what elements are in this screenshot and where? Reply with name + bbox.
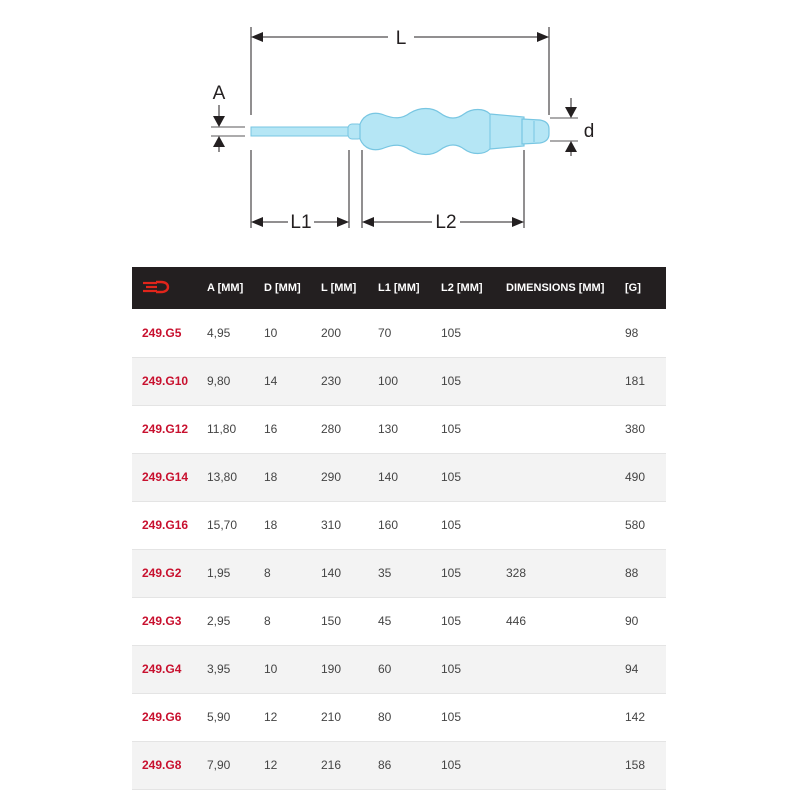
a-value: 9,80 xyxy=(197,357,254,405)
l1-value: 35 xyxy=(368,549,431,597)
weight-value: 142 xyxy=(615,693,666,741)
l-value: 290 xyxy=(311,453,368,501)
l1-value: 86 xyxy=(368,741,431,789)
l2-value: 105 xyxy=(431,453,496,501)
table-row xyxy=(132,693,666,741)
column-header-weight: [G] xyxy=(625,282,641,294)
d-value: 10 xyxy=(254,645,311,693)
table-row xyxy=(132,357,666,405)
l2-value: 105 xyxy=(431,357,496,405)
l1-value: 140 xyxy=(368,453,431,501)
l-value: 140 xyxy=(311,549,368,597)
l2-value: 105 xyxy=(431,645,496,693)
l2-value: 105 xyxy=(431,693,496,741)
l-value: 280 xyxy=(311,405,368,453)
dimension-l1-label: L1 xyxy=(290,212,312,233)
weight-value: 490 xyxy=(615,453,666,501)
dimensions-value: 328 xyxy=(496,549,615,597)
l1-value: 60 xyxy=(368,645,431,693)
l-value: 230 xyxy=(311,357,368,405)
table-row xyxy=(132,501,666,549)
d-value: 16 xyxy=(254,405,311,453)
dimensions-value xyxy=(496,453,615,501)
a-value: 3,95 xyxy=(197,645,254,693)
dimension-l2 xyxy=(362,150,524,233)
d-value: 12 xyxy=(254,693,311,741)
d-value: 18 xyxy=(254,501,311,549)
l1-value: 160 xyxy=(368,501,431,549)
weight-value: 158 xyxy=(615,741,666,789)
column-header-l2: L2 [MM] xyxy=(441,282,483,294)
dimensions-value xyxy=(496,309,615,357)
table-row xyxy=(132,741,666,789)
dimension-a xyxy=(211,83,245,152)
dimension-a-label: A xyxy=(212,83,226,104)
dimensions-value: 446 xyxy=(496,597,615,645)
d-value: 8 xyxy=(254,597,311,645)
table-row xyxy=(132,453,666,501)
d-value: 8 xyxy=(254,549,311,597)
column-header-dimensions: DIMENSIONS [MM] xyxy=(506,282,605,294)
dimension-l2-label: L2 xyxy=(435,212,457,233)
weight-value: 380 xyxy=(615,405,666,453)
dimensions-value xyxy=(496,693,615,741)
a-value: 15,70 xyxy=(197,501,254,549)
weight-value: 94 xyxy=(615,645,666,693)
l-value: 190 xyxy=(311,645,368,693)
column-header-a: A [MM] xyxy=(207,282,244,294)
weight-value: 98 xyxy=(615,309,666,357)
column-header-l1: L1 [MM] xyxy=(378,282,420,294)
l2-value: 105 xyxy=(431,309,496,357)
specification-table xyxy=(132,267,666,790)
product-reference[interactable]: 249.G10 xyxy=(132,357,197,405)
weight-value: 181 xyxy=(615,357,666,405)
l1-value: 80 xyxy=(368,693,431,741)
product-reference[interactable]: 249.G8 xyxy=(132,741,197,789)
header-logo-cell xyxy=(132,267,197,309)
table-row xyxy=(132,549,666,597)
l2-value: 105 xyxy=(431,549,496,597)
dimensions-value xyxy=(496,645,615,693)
weight-value: 90 xyxy=(615,597,666,645)
dimension-l1 xyxy=(251,150,349,233)
dimension-l-label: L xyxy=(395,28,407,49)
a-value: 11,80 xyxy=(197,405,254,453)
l1-value: 70 xyxy=(368,309,431,357)
table-row xyxy=(132,405,666,453)
l2-value: 105 xyxy=(431,741,496,789)
weight-value: 580 xyxy=(615,501,666,549)
l1-value: 130 xyxy=(368,405,431,453)
product-reference[interactable]: 249.G5 xyxy=(132,309,197,357)
weight-value: 88 xyxy=(615,549,666,597)
product-reference[interactable]: 249.G16 xyxy=(132,501,197,549)
product-reference[interactable]: 249.G2 xyxy=(132,549,197,597)
table-row xyxy=(132,309,666,357)
l-value: 200 xyxy=(311,309,368,357)
column-header-d: D [MM] xyxy=(264,282,301,294)
d-value: 14 xyxy=(254,357,311,405)
product-reference[interactable]: 249.G6 xyxy=(132,693,197,741)
l-value: 150 xyxy=(311,597,368,645)
l-value: 310 xyxy=(311,501,368,549)
dimensions-value xyxy=(496,357,615,405)
product-reference[interactable]: 249.G14 xyxy=(132,453,197,501)
table-header-row xyxy=(132,267,666,309)
tool-dimension-diagram xyxy=(0,0,800,260)
l2-value: 105 xyxy=(431,405,496,453)
l2-value: 105 xyxy=(431,501,496,549)
d-value: 18 xyxy=(254,453,311,501)
dimensions-value xyxy=(496,741,615,789)
d-value: 12 xyxy=(254,741,311,789)
pin-punch-tool xyxy=(251,109,549,155)
l-value: 210 xyxy=(311,693,368,741)
dimensions-value xyxy=(496,501,615,549)
l2-value: 105 xyxy=(431,597,496,645)
table-row xyxy=(132,645,666,693)
dimension-d-label: d xyxy=(583,121,595,142)
table-row xyxy=(132,597,666,645)
product-reference[interactable]: 249.G3 xyxy=(132,597,197,645)
column-header-l: L [MM] xyxy=(321,282,357,294)
facom-logo-icon xyxy=(142,280,170,294)
dimension-l xyxy=(251,26,549,115)
a-value: 2,95 xyxy=(197,597,254,645)
a-value: 5,90 xyxy=(197,693,254,741)
l-value: 216 xyxy=(311,741,368,789)
product-reference[interactable]: 249.G4 xyxy=(132,645,197,693)
dimensions-value xyxy=(496,405,615,453)
l1-value: 100 xyxy=(368,357,431,405)
d-value: 10 xyxy=(254,309,311,357)
a-value: 7,90 xyxy=(197,741,254,789)
a-value: 4,95 xyxy=(197,309,254,357)
product-reference[interactable]: 249.G12 xyxy=(132,405,197,453)
a-value: 1,95 xyxy=(197,549,254,597)
dimension-d xyxy=(550,98,594,156)
l1-value: 45 xyxy=(368,597,431,645)
a-value: 13,80 xyxy=(197,453,254,501)
